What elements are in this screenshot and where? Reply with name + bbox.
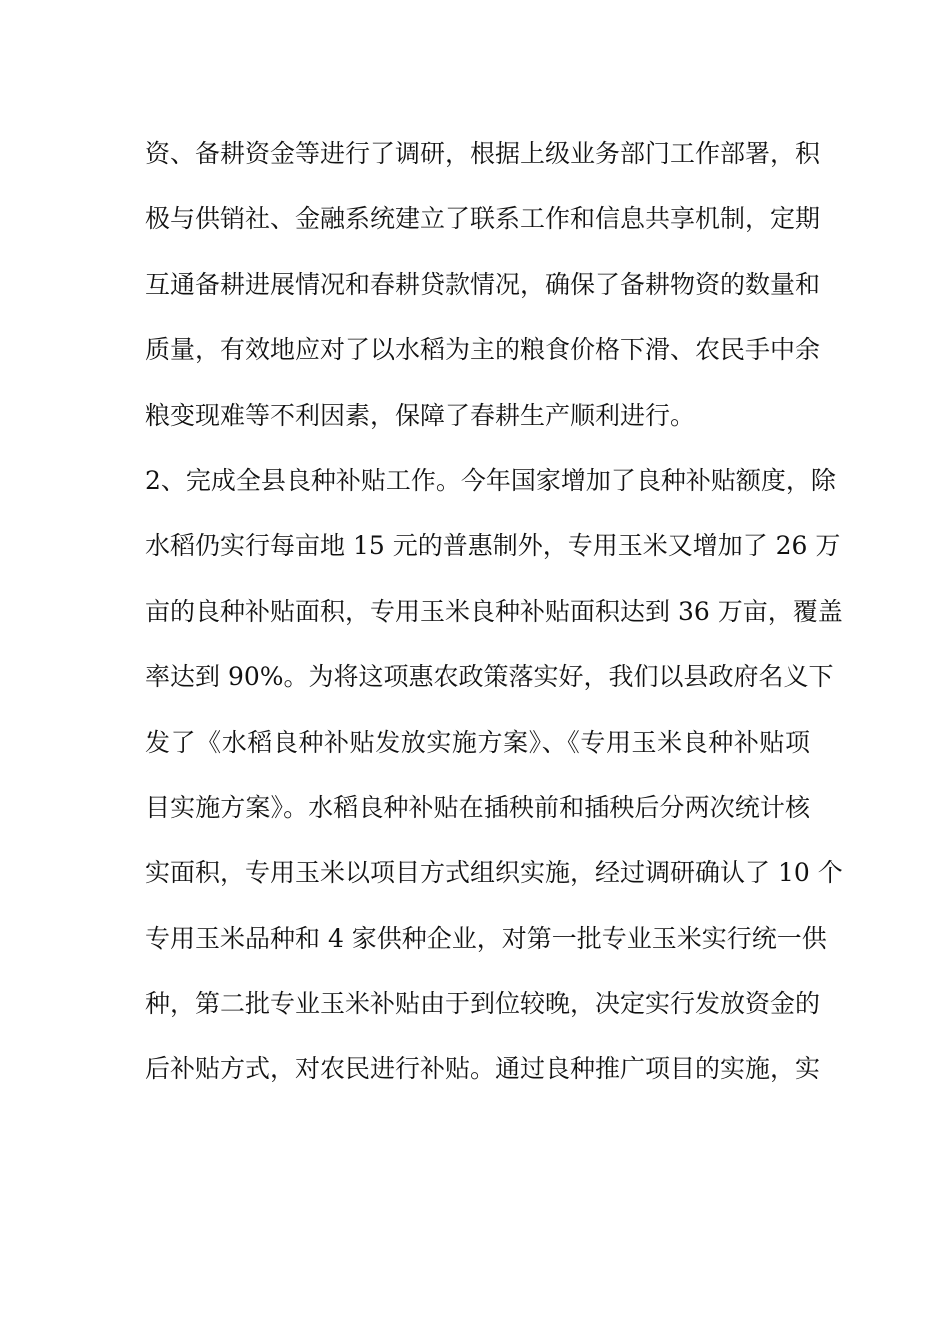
paragraph-end-line: 粮变现难等不利因素，保障了春耕生产顺利进行。 (145, 400, 696, 430)
text-line: 资、备耕资金等进行了调研，根据上级业务部门工作部署，积 (145, 139, 821, 168)
text-line: 极与供销社、金融系统建立了联系工作和信息共享机制，定期 (145, 204, 821, 234)
text-line: 专用玉米品种和 4 家供种企业，对第一批专业玉米实行统一供 (145, 923, 827, 953)
text-line: 后补贴方式，对农民进行补贴。通过良种推广项目的实施，实 (145, 1054, 821, 1084)
text-line: 2、完成全县良种补贴工作。今年国家增加了良种补贴额度，除 (145, 465, 836, 495)
text-line: 水稻仍实行每亩地 15 元的普惠制外，专用玉米又增加了 26 万 (145, 531, 841, 561)
text-line: 种，第二批专业玉米补贴由于到位较晚，决定实行发放资金的 (145, 989, 821, 1019)
text-line: 质量，有效地应对了以水稻为主的粮食价格下滑、农民手中余 (145, 335, 821, 365)
text-line: 实面积，专用玉米以项目方式组织实施，经过调研确认了 10 个 (145, 858, 843, 888)
text-line: 发了《水稻良种补贴发放实施方案》、《专用玉米良种补贴项 (145, 727, 810, 757)
body-text (145, 131, 843, 1112)
text-line: 互通备耕进展情况和春耕贷款情况，确保了备耕物资的数量和 (145, 269, 821, 299)
text-line: 率达到 90%。为将这项惠农政策落实好，我们以县政府名义下 (145, 662, 834, 692)
text-line: 亩的良种补贴面积，专用玉米良种补贴面积达到 36 万亩，覆盖 (145, 596, 843, 626)
text-line: 目实施方案》。水稻良种补贴在插秧前和插秧后分两次统计核 (145, 792, 810, 822)
